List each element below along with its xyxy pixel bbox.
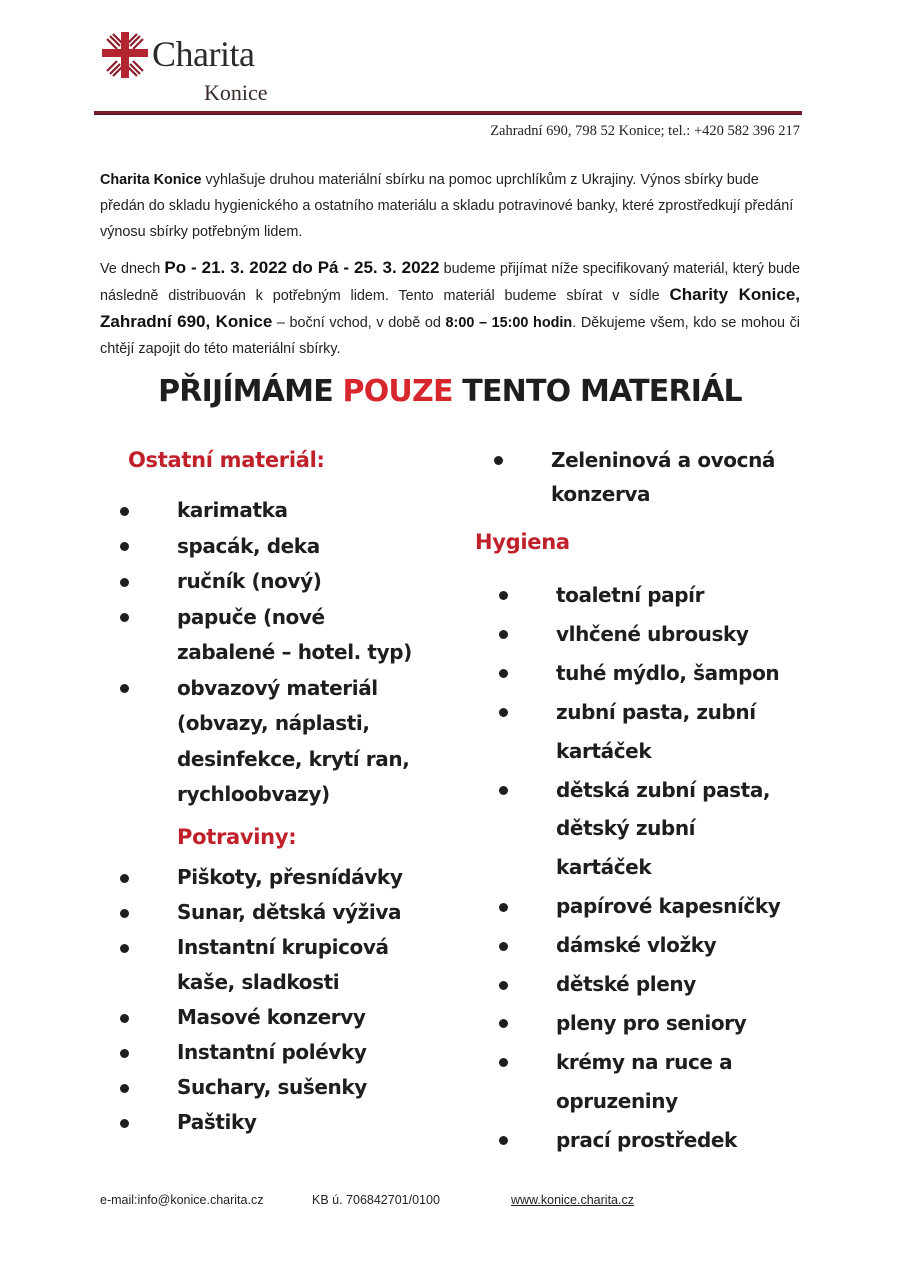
bullet-icon: [499, 1058, 508, 1067]
bullet-icon: [499, 942, 508, 951]
list-item-text: ručník (nový): [177, 569, 322, 593]
heading-hygiena: Hygiena: [475, 530, 570, 554]
bullet-icon: [494, 456, 503, 465]
list-item: [556, 965, 780, 1004]
list-item-text: zubní pasta, zubní: [556, 699, 756, 724]
list-item: [556, 887, 780, 926]
list-item-text: pleny pro seniory: [556, 1010, 747, 1035]
list-item: [556, 771, 780, 888]
list-item-text: toaletní papír: [556, 583, 705, 607]
list-item-text: prací prostředek: [556, 1127, 737, 1152]
list-item: [177, 860, 402, 895]
list-item-text: Masové konzervy: [177, 1005, 366, 1029]
list-item-text: obvazový materiál: [177, 675, 378, 700]
bullet-icon: [499, 1019, 508, 1028]
list-item-text: kartáček: [556, 855, 652, 880]
footer-email: e-mail:info@konice.charita.cz: [100, 1193, 264, 1207]
list-potraviny-continued: [551, 443, 775, 511]
list-hygiena: [556, 576, 780, 1160]
list-item: [556, 693, 780, 771]
bullet-icon: [120, 684, 129, 693]
charita-logo: [100, 28, 280, 108]
bullet-icon: [499, 903, 508, 912]
heading-ostatni-material: Ostatní materiál:: [128, 448, 325, 472]
bullet-icon: [120, 542, 129, 551]
heading-potraviny: Potraviny:: [177, 825, 297, 849]
logo-city: Konice: [204, 80, 268, 105]
collection-hours: 8:00 – 15:00 hodin: [445, 315, 573, 331]
list-item: [177, 1070, 402, 1105]
list-item: [556, 654, 780, 693]
list-item-text: opruzeniny: [556, 1088, 678, 1113]
collection-place: Charity Konice, Zahradní 690, Konice: [100, 285, 800, 331]
list-item-text: tuhé mýdlo, šampon: [556, 660, 780, 685]
list-item: [177, 564, 412, 600]
bullet-icon: [499, 1136, 508, 1145]
header-divider: [94, 111, 802, 114]
list-item-text: kaše, sladkosti: [177, 970, 340, 994]
list-item: [177, 895, 402, 930]
list-item: [177, 930, 402, 1000]
list-item: [177, 1105, 402, 1140]
bullet-icon: [120, 1014, 129, 1023]
list-ostatni-material: [177, 493, 412, 813]
list-item: [177, 1035, 402, 1070]
bullet-icon: [499, 669, 508, 678]
list-item: [556, 576, 780, 615]
bullet-icon: [120, 1084, 129, 1093]
bullet-icon: [120, 944, 129, 953]
list-item: [177, 1000, 402, 1035]
list-item-text: Instantní polévky: [177, 1040, 367, 1064]
list-item-text: krémy na ruce a: [556, 1049, 733, 1074]
list-item-text: rychloobvazy): [177, 782, 330, 806]
list-item-text: Paštiky: [177, 1110, 257, 1134]
intro-paragraph-2: Ve dnech Po - 21. 3. 2022 do Pá - 25. 3. 2022 budeme přijímat níže specifikovaný materiál, který bude následně distribuován k potřebným lidem. Tento materiál budeme sbírat v sídle Charity Konice, Zahradní 690, Konice – boční vchod, v době od 8:00 – 15:00 hodin. Děkujeme všem, kdo se mohou či chtějí zapojit do této materiální sbírky.: [100, 258, 800, 357]
bullet-icon: [120, 1119, 129, 1128]
list-item-text: vlhčené ubrousky: [556, 621, 749, 646]
list-item-text: Instantní krupicová: [177, 935, 389, 959]
list-item-text: papírové kapesníčky: [556, 894, 781, 919]
list-item: [551, 443, 775, 511]
bullet-icon: [120, 1049, 129, 1058]
logo-name: Charita: [152, 34, 255, 74]
list-item-text: papuče (nové: [177, 604, 325, 629]
bullet-icon: [499, 981, 508, 990]
list-item-text: zabalené – hotel. typ): [177, 640, 412, 664]
list-item-text: Sunar, dětská výživa: [177, 900, 402, 924]
page-title: PŘIJÍMÁME POUZE TENTO MATERIÁL: [158, 374, 742, 409]
list-item-text: dámské vložky: [556, 933, 717, 958]
bullet-icon: [120, 507, 129, 516]
list-item-text: spacák, deka: [177, 533, 320, 558]
bullet-icon: [499, 708, 508, 717]
list-item: [177, 600, 412, 671]
bullet-icon: [120, 909, 129, 918]
list-item-text: desinfekce, krytí ran,: [177, 746, 410, 771]
list-item: [177, 529, 412, 565]
list-item: [556, 1121, 780, 1160]
title-accent: POUZE: [342, 374, 453, 409]
footer-website: [511, 1193, 634, 1207]
address-line: Zahradní 690, 798 52 Konice; tel.: +420 582 396 217: [490, 123, 800, 139]
list-item: [177, 671, 412, 813]
list-item: [556, 1004, 780, 1043]
list-item: [177, 493, 412, 529]
collection-dates: Po - 21. 3. 2022 do Pá - 25. 3. 2022: [164, 258, 440, 277]
list-item: [556, 1043, 780, 1121]
org-name: Charita Konice: [100, 172, 202, 188]
list-item-text: kartáček: [556, 738, 652, 763]
list-item-text: Zeleninová a ovocná: [551, 448, 776, 472]
charita-cross-icon: [100, 30, 150, 80]
list-item: [556, 926, 780, 965]
bullet-icon: [120, 578, 129, 587]
bullet-icon: [499, 630, 508, 639]
bullet-icon: [120, 613, 129, 622]
list-item-text: dětská zubní pasta,: [556, 777, 771, 802]
list-item-text: dětský zubní: [556, 816, 696, 841]
list-item-text: dětské pleny: [556, 972, 696, 997]
list-potraviny: [177, 860, 402, 1140]
list-item-text: karimatka: [177, 498, 288, 522]
bullet-icon: [499, 786, 508, 795]
list-item: [556, 615, 780, 654]
website-link[interactable]: www.konice.charita.cz: [511, 1193, 634, 1207]
list-item-text: Suchary, sušenky: [177, 1075, 367, 1099]
footer-bank-account: KB ú. 706842701/0100: [312, 1193, 440, 1207]
list-item-text: (obvazy, náplasti,: [177, 711, 370, 735]
list-item-text: Piškoty, přesnídávky: [177, 865, 403, 889]
bullet-icon: [120, 874, 129, 883]
list-item-text: konzerva: [551, 482, 651, 506]
bullet-icon: [499, 591, 508, 600]
intro-paragraph-1: Charita Konice vyhlašuje druhou materiální sbírku na pomoc uprchlíkům z Ukrajiny. Výnos sbírky bude předán do skladu hygienického a ostatního materiálu a skladu potravinové banky, které zprostředkují předání výnosu sbírky potřebným lidem.: [100, 172, 794, 240]
